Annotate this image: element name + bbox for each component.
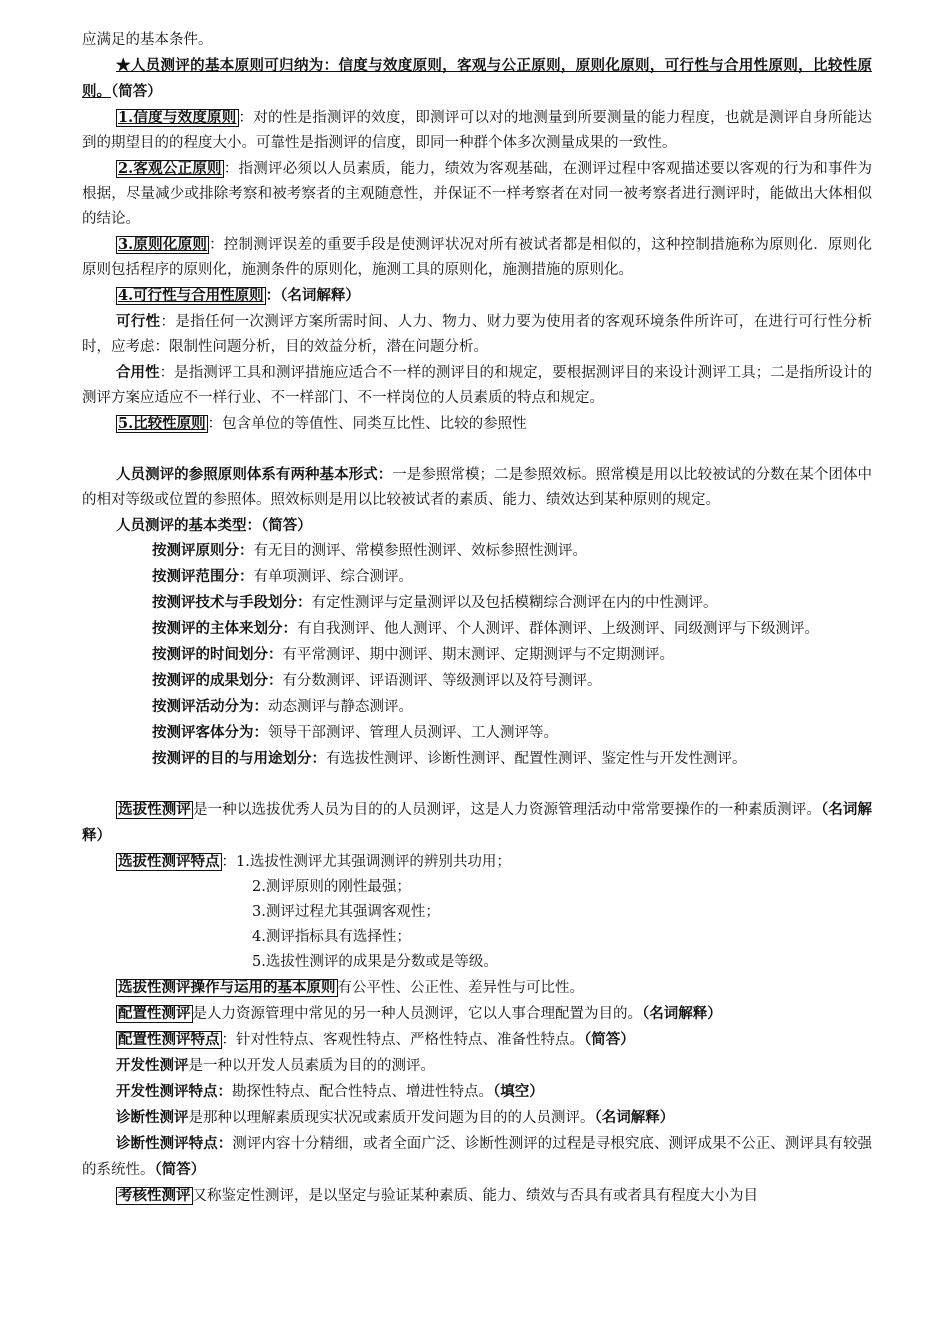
applicability-term: 合用性: [116, 364, 160, 381]
type-item: [82, 616, 872, 642]
principle-3-heading: [116, 236, 209, 254]
principle-2-heading-text: 2.客观公正原则: [118, 160, 222, 177]
examination-term: 考核性测评: [118, 1187, 191, 1204]
type-item-head: 按测评范围分：: [152, 568, 254, 585]
principle-1-heading: [116, 109, 239, 127]
principle-5: [82, 411, 872, 437]
type-item-body: 有自我测评、他人测评、个人测评、群体测评、上级测评、同级测评与下级测评。: [297, 621, 819, 637]
principles-summary-tag: （简答）: [111, 83, 162, 100]
principle-3-heading-text: 3.原则化原则: [118, 236, 208, 253]
diagnostic-features-tag: （简答）: [154, 1161, 206, 1178]
development-features-paragraph: [82, 1079, 872, 1105]
type-item-head: 按测评的主体来划分：: [152, 620, 297, 637]
configuration-tag: （名词解释）: [642, 1005, 722, 1022]
configuration-term: 配置性测评: [118, 1005, 191, 1022]
configuration-features-paragraph: [82, 1027, 872, 1053]
configuration-paragraph: [82, 1001, 872, 1027]
selection-feature-item: ：1.选拔性测评尤其强调测评的辨别共功用；: [221, 854, 511, 870]
document-page: [82, 28, 872, 1209]
type-item-head: 按测评客体分为：: [152, 724, 268, 741]
type-item-head: 按测评原则分：: [152, 542, 254, 559]
feasibility-paragraph: [82, 309, 872, 360]
principle-2: [82, 156, 872, 232]
selection-assessment-body: 是一种以选拔优秀人员为目的的人员测评，这是人力资源管理活动中常常要操作的一种素质测评。: [193, 802, 821, 818]
reference-paragraph: [82, 462, 872, 513]
principle-1: [82, 105, 872, 156]
configuration-features-term-box: [116, 1031, 222, 1049]
configuration-term-box: [116, 1005, 193, 1023]
configuration-body: 是人力资源管理中常见的另一种人员测评，它以人事合理配置为目的。: [192, 1006, 642, 1022]
diagnostic-tag: （名词解释）: [594, 1109, 675, 1126]
diagnostic-features-body: 测评内容十分精细，或者全面广泛、诊断性测评的过程是寻根究底、测评成果不公正、测评具有较强的系统性。: [82, 1136, 873, 1178]
development-term: 开发性测评: [116, 1057, 189, 1074]
selection-feature-item: 3.测评过程尤其强调客观性；: [252, 904, 440, 920]
examination-term-box: [116, 1187, 193, 1205]
principle-1-heading-text: 1.信度与效度原则: [118, 109, 237, 126]
configuration-features-term: 配置性测评特点: [118, 1031, 220, 1048]
paragraph-intro: 应满足的基本条件。: [82, 32, 213, 48]
diagnostic-paragraph: [82, 1105, 872, 1131]
selection-principles-paragraph: [82, 975, 872, 1001]
type-item: [82, 564, 872, 590]
type-item-body: 领导干部测评、管理人员测评、工人测评等。: [268, 725, 558, 741]
principle-2-body: ：指测评必须以人员素质，能力，绩效为客观基础，在测评过程中客观描述要以客观的行为和事件为根据，尽量减少或排除考察和被考察者的主观随意性，并保证不一样考察者在对同一被考察者进行测评时，能做出大体相似的结论。: [82, 161, 873, 227]
development-paragraph: [82, 1053, 872, 1079]
reference-body: 一是参照常模；二是参照效标。照常模是用以比较被试的分数在某个团体中的相对等级或位置的参照体。照效标则是用以比较被试者的素质、能力、绩效达到某种原则的规定。: [82, 467, 873, 508]
selection-features-line-1: [82, 849, 872, 875]
diagnostic-features-paragraph: [82, 1131, 872, 1183]
selection-assessment-paragraph: [82, 797, 872, 849]
selection-features-term: 选拔性测评特点: [118, 853, 220, 870]
type-item: [82, 694, 872, 720]
diagnostic-features-term: 诊断性测评特点：: [116, 1135, 233, 1152]
diagnostic-body: 是那种以理解素质现实状况或素质开发问题为目的的人员测评。: [188, 1110, 595, 1126]
type-item-body: 有平常测评、期中测评、期末测评、定期测评与不定期测评。: [282, 647, 674, 663]
type-item-body: 有单项测评、综合测评。: [253, 569, 413, 585]
examination-body: 又称鉴定性测评，是以坚定与验证某种素质、能力、绩效与否具有或者具有程度大小为目: [192, 1188, 758, 1204]
principle-2-heading: [116, 160, 224, 178]
type-item: [82, 590, 872, 616]
selection-principles-body: 有公平性、公正性、差异性与可比性。: [337, 980, 584, 996]
development-features-body: 勘探性特点、配合性特点、增进性特点。: [232, 1084, 493, 1100]
feasibility-term: 可行性: [116, 313, 161, 330]
applicability-body: ：是指测评工具和测评措施应适合不一样的测评目的和规定，要根据测评目的来设计测评工具；二是指所设计的测评方案应适应不一样行业、不一样部门、不一样岗位的人员素质的特点和规定。: [82, 365, 873, 406]
development-features-term: 开发性测评特点：: [116, 1083, 232, 1100]
type-item-head: 按测评的时间划分：: [152, 646, 283, 663]
type-item: [82, 668, 872, 694]
examination-paragraph: [82, 1183, 872, 1209]
principle-5-heading: [116, 415, 208, 433]
applicability-paragraph: [82, 360, 872, 411]
development-body: 是一种以开发人员素质为目的的测评。: [188, 1058, 435, 1074]
selection-principles-term: 选拔性测评操作与运用的基本原则: [118, 979, 336, 996]
type-item-body: 有选拔性测评、诊断性测评、配置性测评、鉴定性与开发性测评。: [326, 751, 747, 767]
spacer: [82, 772, 872, 797]
principle-4-heading-text: 4.可行性与合用性原则: [118, 287, 264, 304]
type-item-head: 按测评的成果划分：: [152, 672, 283, 689]
configuration-features-body: ：针对性特点、客观性特点、严格性特点、准备性特点。: [221, 1032, 584, 1048]
selection-feature-item: 4.测评指标具有选择性；: [252, 929, 411, 945]
diagnostic-term: 诊断性测评: [116, 1109, 189, 1126]
principle-5-heading-text: 5.比较性原则: [118, 415, 206, 432]
type-item-body: 有无目的测评、常模参照性测评、效标参照性测评。: [253, 543, 587, 559]
principle-3-body: ：控制测评误差的重要手段是使测评状况对所有被试者都是相似的，这种控制措施称为原则化．原则化原则包括程序的原则化，施测条件的原则化，施测工具的原则化，施测措施的原则化。: [82, 237, 872, 278]
type-item: [82, 642, 872, 668]
selection-feature-item: 5.选拔性测评的成果是分数或是等级。: [252, 954, 498, 970]
principles-summary-title: ★人员测评的基本原则可归纳为：信度与效度原则，客观与公正原则，原则化原则，可行性与合用性原则，比较性原则。: [82, 57, 872, 100]
selection-principles-term-box: [116, 979, 338, 997]
type-item: [82, 746, 872, 772]
selection-features-term-box: [116, 853, 222, 871]
principle-4-heading: [116, 287, 266, 305]
principle-3: [82, 232, 872, 283]
type-item-body: 有定性测评与定量测评以及包括模糊综合测评在内的中性测评。: [311, 595, 718, 611]
development-features-tag: （填空）: [493, 1083, 544, 1100]
selection-assessment-tag: （名词解释）: [82, 801, 873, 844]
principle-5-body: ：包含单位的等值性、同类互比性、比较的参照性: [207, 416, 527, 432]
type-item-body: 动态测评与静态测评。: [268, 699, 413, 715]
feasibility-body: ：是指任何一次测评方案所需时间、人力、物力、财力要为使用者的客观环境条件所许可，在进行可行性分析时，应考虑：限制性问题分析，目的效益分析，潜在问题分析。: [82, 314, 873, 355]
principles-summary: [82, 53, 872, 105]
type-item: [82, 538, 872, 564]
type-item-head: 按测评活动分为：: [152, 698, 268, 715]
principle-1-body: ：对的性是指测评的效度，即测评可以对的地测量到所要测量的能力程度，也就是测评自身所能达到的期望目的的程度大小。可靠性是指测评的信度，即同一种群个体多次测量成果的一致性。: [82, 110, 873, 151]
spacer: [82, 437, 872, 462]
selection-assessment-term: 选拔性测评: [118, 801, 192, 818]
type-item-body: 有分数测评、评语测评、等级测评以及符号测评。: [282, 673, 602, 689]
selection-feature-item: 2.测评原则的刚性最强；: [252, 879, 411, 895]
selection-assessment-term-box: [116, 801, 193, 819]
reference-heading: 人员测评的参照原则体系有两种基本形式：: [116, 466, 393, 483]
types-heading: 人员测评的基本类型：（简答）: [116, 517, 312, 534]
type-item: [82, 720, 872, 746]
type-item-head: 按测评技术与手段划分：: [152, 594, 312, 611]
type-item-head: 按测评的目的与用途划分：: [152, 750, 326, 767]
principle-4: [82, 283, 872, 309]
configuration-features-tag: （简答）: [584, 1031, 635, 1048]
principle-4-tag: ：（名词解释）: [265, 287, 360, 304]
